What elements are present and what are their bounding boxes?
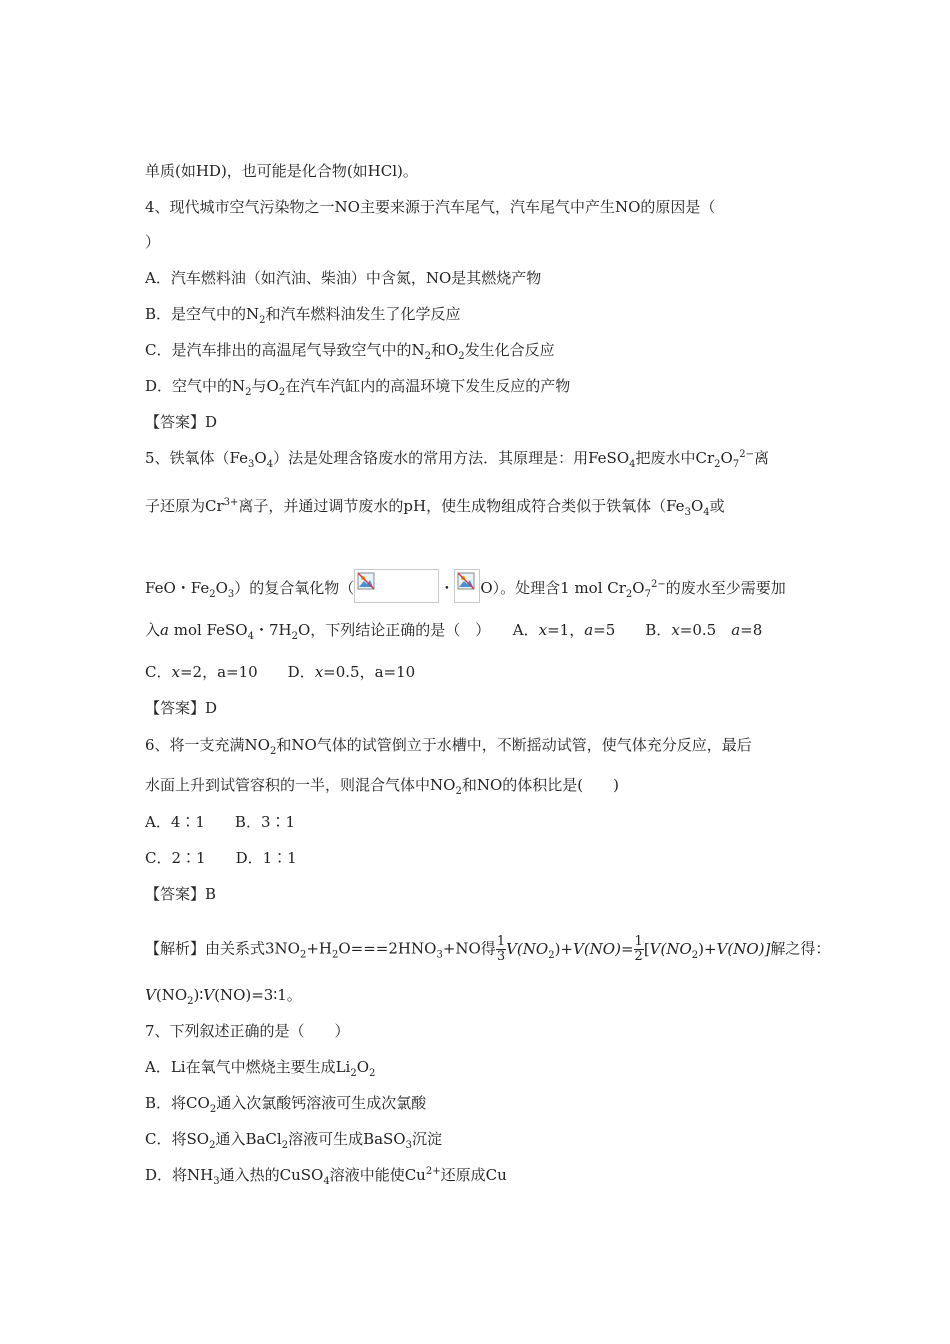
subscript: 3 [227,589,235,600]
text: ）的复合氧化物（ [234,579,355,597]
text: 溶液可生成BaSO [288,1130,406,1148]
text: A．Li在氧气中燃烧主要生成Li [145,1058,351,1076]
subscript: 4 [629,459,636,470]
text: 与O [251,377,279,395]
question-6-options-ab [145,812,295,832]
question-6-explanation [145,935,830,964]
question-4-answer [145,412,217,432]
variable-a: a [584,621,594,639]
superscript: 2− [650,579,666,590]
text: 和NO的体积比是( ) [461,776,619,794]
text: ・ [439,579,455,597]
text: )∶ [193,986,204,1004]
broken-image-formula-2 [454,569,480,603]
text: 通入BaCl [215,1130,282,1148]
text: 溶液中能使Cu [329,1166,426,1184]
subscript: 2 [209,589,216,600]
subscript: 2 [369,1068,376,1079]
subscript: 4 [323,1176,330,1187]
question-7-option-c [145,1129,442,1149]
variable-v: V [203,986,215,1004]
broken-image-icon [357,572,375,590]
text: =1， [547,621,585,639]
text: 【答案】D [145,413,218,431]
numerator: 1 [634,934,643,949]
text: 通入次氯酸钙溶液可生成次氯酸 [216,1094,427,1112]
text: 通入热的CuSO [219,1166,324,1184]
fraction-one-third [496,935,506,964]
text: O [690,497,704,515]
subscript: 2 [714,459,721,470]
question-4-stem-close [145,232,160,252]
text: ） [145,233,161,251]
question-6-options-cd [145,848,297,868]
subscript: 7 [644,589,651,600]
subscript: 4 [266,459,274,470]
text: ）法是处理含铬废水的常用方法．其原理是：用FeSO [273,449,630,467]
subscript: 4 [247,631,254,642]
text: A．汽车燃料油（如汽油、柴油）中含氮，NO是其燃烧产物 [145,269,542,287]
numerator: 1 [496,934,506,949]
text: 7、下列叙述正确的是（ ） [145,1022,350,1040]
text: 把废水中Cr [635,449,715,467]
text: B．是空气中的N [145,305,260,323]
text: O===2HNO [338,939,437,958]
subscript: 2 [259,315,266,326]
text: 【答案】B [145,885,217,903]
text: +NO得 [442,939,496,958]
variable-x: x [671,621,680,639]
question-5-line-4 [145,620,762,640]
question-7-stem [145,1021,350,1041]
text: 子还原为Cr [145,497,224,515]
text: O）。处理含1 mol Cr [480,579,626,597]
formula-part: V(NO [506,939,549,958]
text: O [254,449,267,467]
subscript: 2 [332,949,339,961]
text: FeO・Fe [145,579,210,597]
subscript: 4 [703,507,710,518]
text: C．2∶1 D．1∶1 [145,849,297,867]
subscript: 2 [299,949,307,961]
superscript: 2− [739,449,754,460]
formula-part: [ [643,939,650,958]
subscript: 2 [455,786,462,797]
subscript: 2 [245,387,252,398]
text: 和汽车燃料油发生了化学反应 [265,305,461,323]
text: 沉淀 [411,1130,442,1148]
formula-part: V(NO)] [716,939,771,958]
question-6-line-1 [145,735,752,755]
text: +H [306,939,332,958]
text: 还原成Cu [440,1166,507,1184]
text: C．将SO [145,1130,210,1148]
text: C． [145,663,172,681]
explanation-formula [496,934,771,964]
text: D．将NH [145,1166,214,1184]
question-4-option-b [145,304,461,324]
text: ・7H [253,621,292,639]
subscript: 2 [278,387,286,398]
text: 【答案】D [145,699,218,717]
superscript: 2+ [425,1166,441,1177]
subscript: 2 [625,589,633,600]
subscript: 2 [209,1140,216,1151]
question-5-line-1 [145,448,769,468]
text: mol FeSO [168,621,248,639]
question-7-option-b [145,1093,426,1113]
text: 在汽车汽缸内的高温环境下发生反应的产物 [285,377,571,395]
variable-x: x [538,621,548,639]
text: =0.5 [679,621,732,639]
subscript: 3 [213,1176,220,1187]
subscript: 2 [269,746,277,757]
fraction-one-half [634,935,644,964]
variable-a: a [160,621,169,639]
variable-x: x [171,663,180,681]
text: =0.5，a=10 [323,663,416,681]
text: 发生化合反应 [464,341,555,359]
question-4-option-c [145,340,555,360]
question-5-line-3 [145,569,786,603]
subscript: 2 [281,1140,289,1151]
text: 水面上升到试管容积的一半，则混合气体中NO [145,776,456,794]
subscript: 3 [248,459,255,470]
subscript: 2 [209,1104,217,1115]
denominator: 2 [634,949,643,964]
text: O [632,579,645,597]
text: A．4∶1 B．3∶1 [145,813,296,831]
subscript: 2 [458,351,465,362]
question-5-answer [145,698,217,718]
text: (NO)=3∶1。 [214,986,302,1004]
subscript: 2 [291,631,298,642]
text: D．空气中的N [145,377,246,395]
question-4-stem [145,197,715,217]
text: 的废水至少需要加 [665,579,786,597]
text: 和O [430,341,459,359]
subscript: 2 [691,949,699,961]
text: O，下列结论正确的是（ ） A． [297,621,539,639]
text: O [215,579,228,597]
question-5-line-5 [145,662,415,682]
subscript: 7 [732,459,740,470]
subscript: 3 [436,949,443,961]
text: 离子，并通过调节废水的pH，使生成物组成符合类似于铁氧体（Fe [238,497,685,515]
text: =8 [740,621,763,639]
text: 和NO气体的试管倒立于水槽中，不断摇动试管，使气体充分反应，最后 [276,736,752,754]
question-7-option-a [145,1057,375,1077]
question-5-line-2 [145,496,725,516]
text: 离 [753,449,769,467]
formula-part: V(NO)= [573,939,634,958]
subscript: 3 [684,507,691,518]
question-4-option-a [145,268,541,288]
question-4-option-d [145,376,570,396]
superscript: 3+ [223,497,239,508]
variable-x: x [314,663,324,681]
subscript: 2 [424,351,431,362]
subscript: 2 [187,996,194,1007]
subscript: 3 [405,1140,412,1151]
text: 【解析】由关系式3NO [145,939,300,958]
broken-image-icon [457,572,475,590]
text: 5、铁氧体（Fe [145,449,249,467]
question-6-answer [145,884,216,904]
variable-a: a [731,621,741,639]
broken-image-formula-1 [354,569,439,603]
text: (NO [155,986,188,1004]
text: 解之得： [770,939,831,958]
formula-part: )+ [698,939,717,958]
text: 4、现代城市空气污染物之一NO主要来源于汽车尾气，汽车尾气中产生NO的原因是（ [145,198,716,216]
text: 入 [145,621,161,639]
question-7-option-d [145,1165,507,1185]
text: =2，a=10 D． [179,663,315,681]
text: 单质(如HD)，也可能是化合物(如HCl)。 [145,162,418,180]
variable-v: V [145,986,156,1004]
text-line-1 [145,161,418,181]
text: =5 B． [593,621,672,639]
text: O [356,1058,370,1076]
text: 或 [709,497,725,515]
text: O [720,449,733,467]
text: 6、将一支充满NO [145,736,270,754]
question-6-line-2 [145,775,619,795]
denominator: 3 [496,949,506,964]
formula-part: )+ [554,939,573,958]
subscript: 2 [350,1068,357,1079]
subscript: 2 [548,949,555,961]
formula-part: V(NO [649,939,692,958]
question-6-explanation-line-2 [145,985,302,1005]
text: B．将CO [145,1094,210,1112]
text: C．是汽车排出的高温尾气导致空气中的N [145,341,425,359]
